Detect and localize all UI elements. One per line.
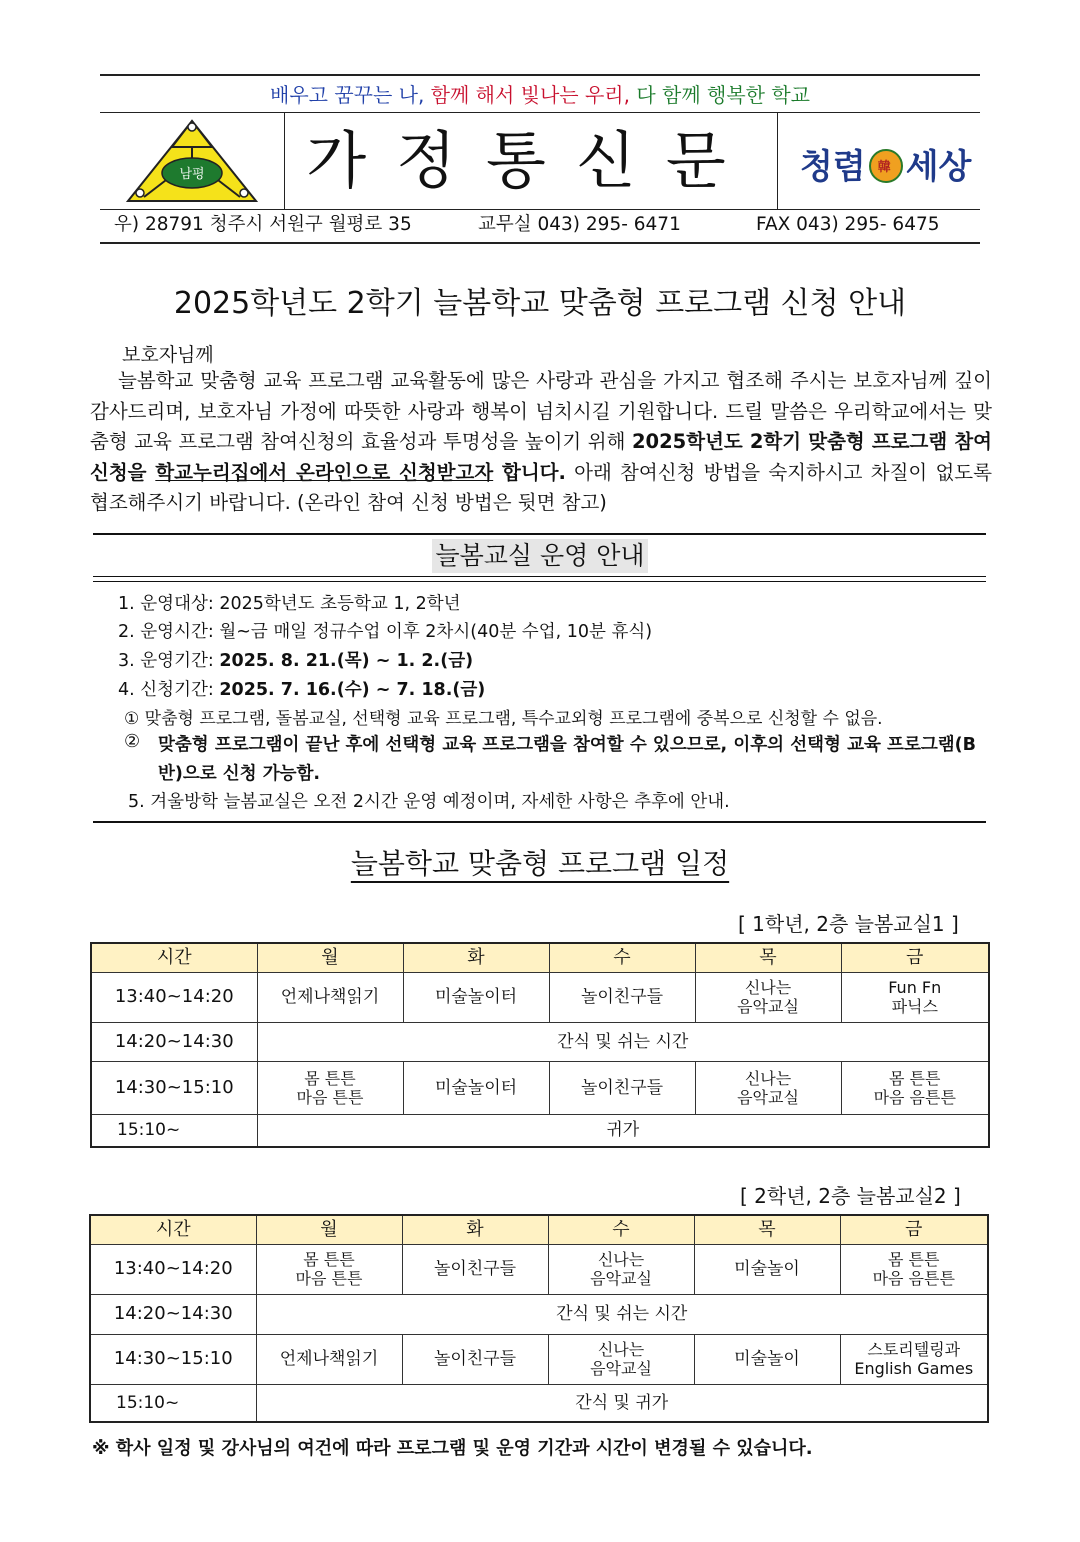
table-row: 14:20~14:30 간식 및 쉬는 시간	[90, 1294, 988, 1334]
header-fri: 금	[841, 943, 989, 972]
header-thu: 목	[694, 1215, 840, 1244]
operation-item-2: 2. 운영시간: 월~금 매일 정규수업 이후 2차시(40분 수업, 10분 휴식)	[118, 622, 653, 642]
operation-item-4: 4. 신청기간: 2025. 7. 16.(수) ~ 7. 18.(금)	[118, 680, 486, 700]
grade2-schedule-table	[89, 1214, 989, 1423]
section-bottom-rule	[93, 821, 986, 823]
header-thu: 목	[695, 943, 841, 972]
brand-seal-icon: 韓	[869, 149, 903, 183]
section-top-rule	[93, 533, 986, 535]
school-logo-icon	[100, 113, 284, 209]
school-motto: 배우고 꿈꾸는 나, 함께 해서 빛나는 우리, 다 함께 행복한 학교	[100, 74, 980, 114]
header-time: 시간	[91, 943, 257, 972]
address: 우) 28791 청주시 서원구 월평로 35	[114, 214, 412, 235]
table-row: 14:20~14:30 간식 및 쉬는 시간	[91, 1022, 989, 1061]
operation-note-2: 맞춤형 프로그램이 끝난 후에 선택형 교육 프로그램을 참여할 수 있으므로, 이후의 선택형 교육 프로그램(B반)으로 신청 가능함.	[158, 735, 976, 784]
document-title: 2025학년도 2학기 늘봄학교 맞춤형 프로그램 신청 안내	[173, 286, 907, 321]
table2-label: [ 2학년, 2층 늘봄교실2 ]	[740, 1184, 961, 1208]
operation-note-1: ① 맞춤형 프로그램, 돌봄교실, 선택형 교육 프로그램, 특수교외형 프로그램에 중복으로 신청할 수 없음.	[124, 709, 883, 729]
fax-number: FAX 043) 295- 6475	[756, 214, 940, 235]
intro-paragraph: 늘봄학교 맞춤형 교육 프로그램 교육활동에 많은 사랑과 관심을 가지고 협조해 주시는 보호자님께 깊이 감사드리며, 보호자님 가정에 따뜻한 사랑과 행복이 넘치시길 기원합니다. 드릴 말씀은 우리학교에서는 맞춤형 교육 프로그램 참여신청의 효율성과 투명성을 높이기 위해 2025학년도 2학기 맞춤형 프로그램 참여신청을 학교누리집에서 온라인으로 신청받고자 합니다. 아래 참여신청 방법을 숙지하시고 차질이 없도록 협조해주시기 바랍니다. (온라인 참여 신청 방법은 뒷면 참고)	[90, 369, 992, 514]
svg-text:남평: 남평	[179, 167, 205, 182]
header-mon: 월	[257, 943, 403, 972]
table-row: 13:40~14:20 언제나책읽기 미술놀이터 놀이친구들 신나는 음악교실 Fun Fn 파닉스	[91, 972, 989, 1022]
brand-logo: 청렴 韓 세상	[800, 147, 972, 187]
operation-item-5: 5. 겨울방학 늘봄교실은 오전 2시간 운영 예정이며, 자세한 사항은 추후에 안내.	[128, 792, 730, 812]
operation-heading: 늘봄교실 운영 안내	[0, 539, 1080, 573]
schedule-title: 늘봄학교 맞춤형 프로그램 일정	[350, 847, 730, 880]
header-tue: 화	[403, 943, 549, 972]
header-fri: 금	[840, 1215, 988, 1244]
table-row: 15:10~ 간식 및 귀가	[90, 1384, 988, 1422]
section-double-rule	[93, 576, 986, 582]
school-logo	[100, 113, 285, 209]
greeting: 보호자님께	[122, 344, 214, 366]
integrity-brand	[778, 113, 980, 209]
masthead	[100, 112, 980, 210]
contact-line	[100, 208, 980, 244]
office-phone: 교무실 043) 295- 6471	[478, 214, 681, 235]
header-mon: 월	[256, 1215, 402, 1244]
header-tue: 화	[402, 1215, 548, 1244]
table1-label: [ 1학년, 2층 늘봄교실1 ]	[738, 912, 959, 936]
grade1-schedule-table	[90, 942, 990, 1148]
table-row: 14:30~15:10 몸 튼튼 마음 튼튼 미술놀이터 놀이친구들 신나는 음악교실 몸 튼튼 마음 음튼튼	[91, 1061, 989, 1114]
operation-note-2-mark: ②	[124, 731, 141, 752]
table-row: 14:30~15:10 언제나책읽기 놀이친구들 신나는 음악교실 미술놀이 스토리텔링과 English Games	[90, 1334, 988, 1384]
table-row: 13:40~14:20 몸 튼튼 마음 튼튼 놀이친구들 신나는 음악교실 미술놀이 몸 튼튼 마음 음튼튼	[90, 1244, 988, 1294]
table-header-row	[91, 943, 989, 972]
table-header-row	[90, 1215, 988, 1244]
header-wed: 수	[549, 943, 695, 972]
header-wed: 수	[548, 1215, 694, 1244]
operation-item-3: 3. 운영기간: 2025. 8. 21.(목) ~ 1. 2.(금)	[118, 651, 474, 671]
newsletter-title: 가정통신문	[285, 113, 778, 209]
operation-item-1: 1. 운영대상: 2025학년도 초등학교 1, 2학년	[118, 594, 461, 614]
header-time: 시간	[90, 1215, 256, 1244]
footnote: ※ 학사 일정 및 강사님의 여건에 따라 프로그램 및 운영 기간과 시간이 변경될 수 있습니다.	[92, 1438, 813, 1459]
table-row: 15:10~ 귀가	[91, 1114, 989, 1147]
